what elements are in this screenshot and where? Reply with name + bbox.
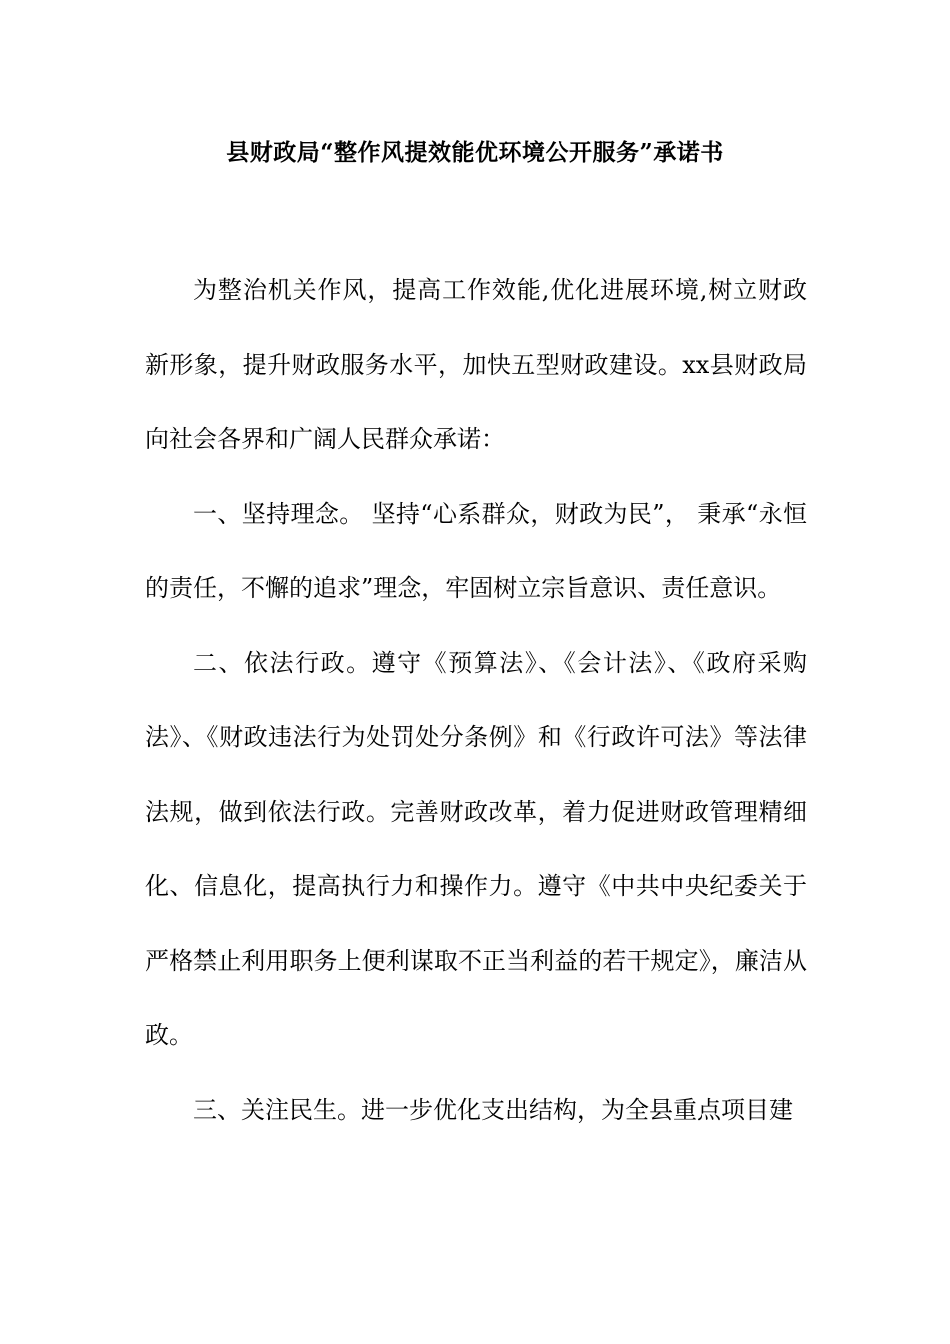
paragraph-intro: 为整治机关作风，提高工作效能,优化进展环境,树立财政新形象，提升财政服务水平，加快五型财政建设。xx县财政局向社会各界和广阔人民群众承诺： xyxy=(145,276,807,453)
document-body xyxy=(145,253,807,1147)
paragraph-section-3: 三、关注民生。进一步优化支出结构，为全县重点项目建 xyxy=(193,1095,793,1124)
document-title: 县财政局“整作风提效能优环境公开服务”承诺书 xyxy=(226,139,724,166)
paragraph-section-1: 一、坚持理念。 坚持“心系群众，财政为民”， 秉承“永恒的责任，不懈的追求”理念，牢固树立宗旨意识、责任意识。 xyxy=(145,499,807,602)
paragraph-section-2: 二、依法行政。遵守《预算法》、《会计法》、《政府采购法》、《财政违法行为处罚处分条例》和《行政许可法》等法律法规，做到依法行政。完善财政改革，着力促进财政管理精细化、信息化，提高执行力和操作力。遵守《中共中央纪委关于严格禁止利用职务上便利谋取不正当利益的若干规定》，廉洁从政。 xyxy=(145,648,807,1049)
